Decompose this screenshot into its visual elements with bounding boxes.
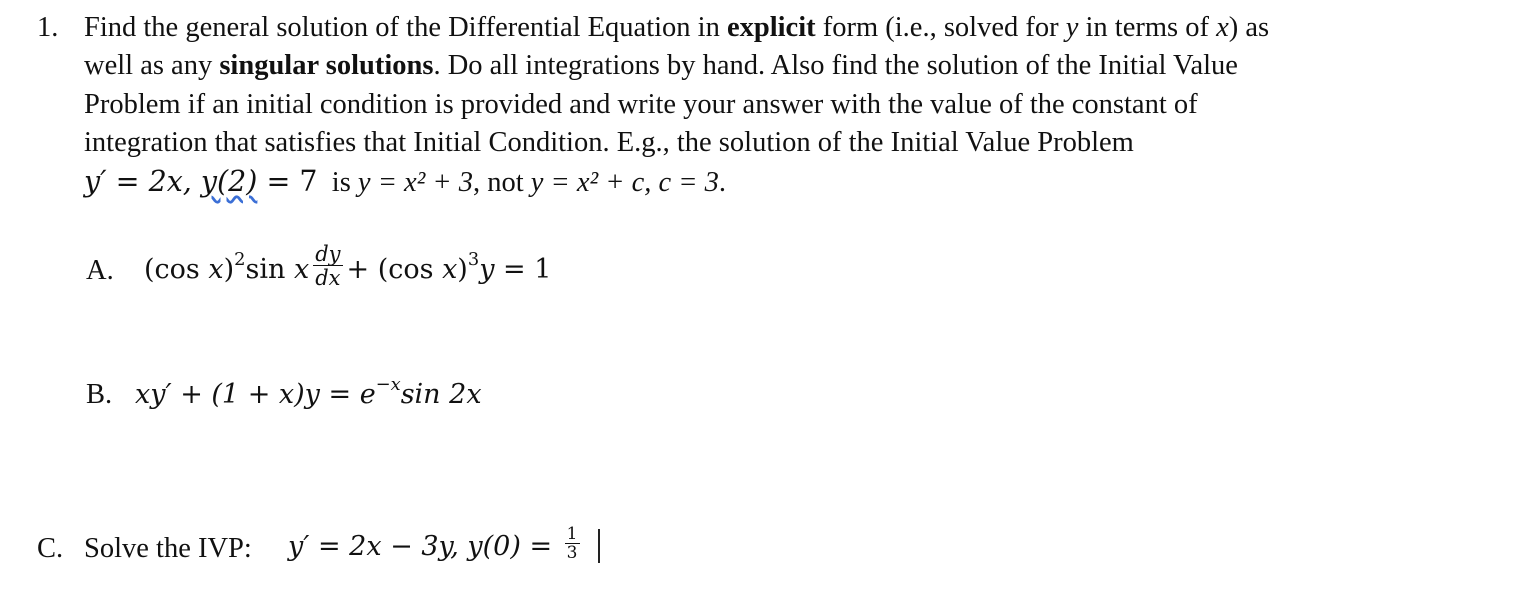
text-cursor [598, 529, 600, 563]
part-c-equation [288, 521, 600, 573]
part-c-frac-den: 3 [566, 543, 578, 563]
part-a-cos-1: (cos [144, 254, 209, 285]
bold-explicit: explicit [726, 12, 816, 43]
example-wrong: y = x² + c, c = 3 [530, 167, 719, 198]
part-a-dy-dx [313, 243, 342, 290]
part-b-exponent: −x [375, 374, 401, 396]
problem-line-1 [84, 9, 1269, 48]
part-c-frac-num: 1 [566, 524, 578, 544]
part-c-ode: y′ = 2x − 3y, y(0) = [288, 531, 561, 562]
example-is: is [317, 167, 358, 198]
part-c-label: C. [37, 533, 64, 564]
example-solution: y = x² + 3 [357, 167, 473, 198]
part-b-label: B. [86, 379, 113, 410]
var-x: x [1216, 12, 1229, 43]
example-end: . [718, 167, 726, 198]
example-ic-rest: = 7 [257, 165, 318, 198]
bold-singular-solutions: singular solutions [219, 50, 434, 81]
var-y: y [1065, 12, 1079, 43]
part-b-rhs: sin 2x [400, 379, 482, 410]
part-a-y: y [479, 254, 495, 285]
line2-text-a: well as any [84, 50, 220, 81]
part-a-exp-3: 3 [467, 249, 480, 271]
part-a-dx: dx [315, 266, 341, 290]
problem-number: 1. [37, 12, 59, 43]
intro-text-4: ) as [1228, 12, 1270, 43]
intro-text-1: Find the general solution of the Differential Equation in [84, 12, 727, 43]
part-a-sin: sin [245, 254, 294, 285]
part-a-label: A. [86, 255, 114, 286]
part-c-fraction [565, 525, 580, 562]
problem-line-2 [84, 47, 1238, 86]
example-not: , not [472, 167, 531, 198]
part-a-equation [144, 242, 552, 295]
part-a-x-1: x [208, 254, 224, 285]
problem-line-4: integration that satisfies that Initial Condition. E.g., the solution of the Initial Value Problem [84, 127, 1134, 158]
line2-text-b: . Do all integrations by hand. Also find the solution of the Initial Value [433, 50, 1238, 81]
part-a-exp-2: 2 [234, 249, 246, 271]
example-ode: y′ = 2x, [84, 165, 201, 198]
intro-text-3: in terms of [1078, 12, 1217, 43]
part-b-equation [135, 376, 482, 414]
part-b-e: e [359, 379, 376, 410]
part-a-paren-1: ) [223, 254, 235, 285]
part-a-x-2: x [293, 254, 310, 285]
problem-line-3: Problem if an initial condition is provided and write your answer with the value of the constant of [84, 89, 1198, 120]
part-a-rhs: = 1 [494, 254, 552, 285]
part-c-text: Solve the IVP: [84, 533, 252, 564]
intro-text-2: form (i.e., solved for [815, 12, 1066, 43]
part-a-x-3: x [442, 254, 458, 285]
part-b-lhs: xy′ + (1 + x)y [135, 379, 320, 410]
example-line [84, 163, 726, 203]
part-a-paren-2: ) [457, 254, 468, 285]
example-ic: y(2) [200, 165, 258, 198]
part-b-equals: = [319, 379, 360, 410]
part-a-cos-2: + (cos [346, 254, 443, 285]
part-a-dy: dy [315, 242, 341, 266]
